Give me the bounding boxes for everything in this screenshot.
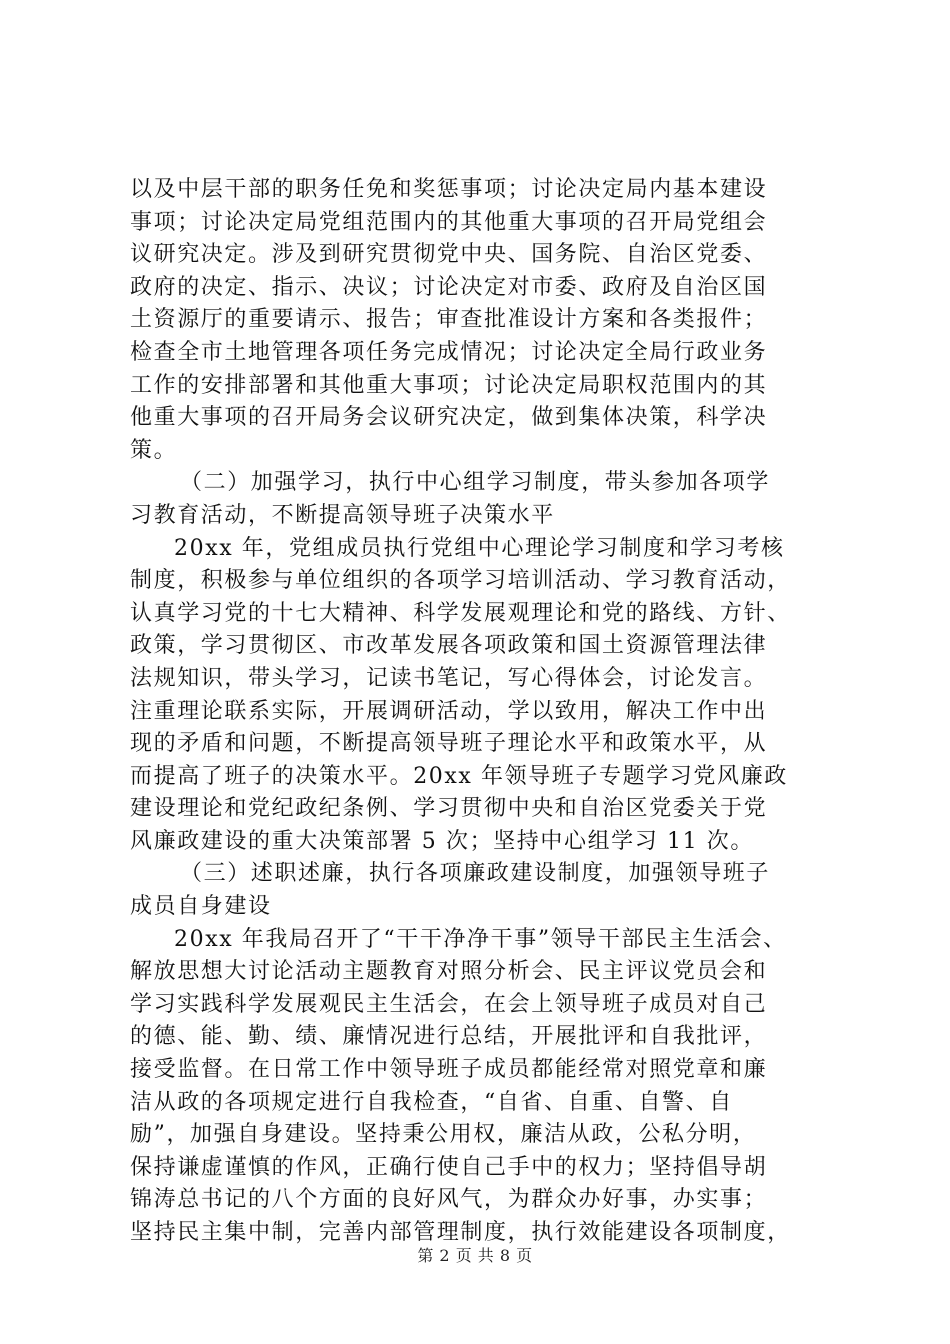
body-line: 的德、能、勤、绩、廉情况进行总结，开展批评和自我批评，	[130, 1024, 768, 1050]
paragraph-start: 20xx 年，党组成员执行党组中心理论学习制度和学习考核	[174, 535, 785, 561]
body-line: 事项；讨论决定局党组范围内的其他重大事项的召开局党组会	[130, 209, 768, 235]
page-number-label: 第 2 页 共 8 页	[417, 1246, 533, 1265]
body-line: 解放思想大讨论活动主题教育对照分析会、民主评议党员会和	[130, 959, 768, 985]
body-line: 检查全市土地管理各项任务完成情况；讨论决定全局行政业务	[130, 339, 768, 365]
body-line: 注重理论联系实际，开展调研活动，学以致用，解决工作中出	[130, 698, 768, 724]
body-line: 现的矛盾和问题，不断提高领导班子理论水平和政策水平，从	[130, 731, 768, 757]
page-footer	[0, 1243, 950, 1266]
body-line: 坚持民主集中制，完善内部管理制度，执行效能建设各项制度，	[130, 1220, 791, 1245]
body-line: 工作的安排部署和其他重大事项；讨论决定局职权范围内的其	[130, 372, 768, 398]
section-heading-3: （三）述职述廉，执行各项廉政建设制度，加强领导班子	[180, 861, 771, 887]
body-line: 锦涛总书记的八个方面的良好风气，为群众办好事，办实事；	[130, 1187, 768, 1213]
body-line: 策。	[130, 437, 178, 463]
section-heading-3-cont: 成员自身建设	[130, 894, 272, 920]
body-line: 议研究决定。涉及到研究贯彻党中央、国务院、自治区党委、	[130, 242, 768, 268]
body-line: 接受监督。在日常工作中领导班子成员都能经常对照党章和廉	[130, 1057, 768, 1083]
paragraph-start: 20xx 年我局召开了“干干净净干事”领导干部民主生活会、	[174, 926, 787, 952]
body-line: 励”，加强自身建设。坚持秉公用权，廉洁从政，公私分明，	[130, 1122, 757, 1148]
section-heading-2-cont: 习教育活动，不断提高领导班子决策水平	[130, 502, 555, 528]
document-body	[130, 174, 835, 1250]
section-heading-2: （二）加强学习，执行中心组学习制度，带头参加各项学	[180, 470, 771, 496]
body-line: 政策，学习贯彻区、市改革发展各项政策和国土资源管理法律	[130, 633, 768, 659]
body-line: 政府的决定、指示、决议；讨论决定对市委、政府及自治区国	[130, 274, 768, 300]
body-line: 学习实践科学发展观民主生活会，在会上领导班子成员对自己	[130, 991, 768, 1017]
body-line: 他重大事项的召开局务会议研究决定，做到集体决策，科学决	[130, 405, 768, 431]
body-line: 认真学习党的十七大精神、科学发展观理论和党的路线、方针、	[130, 600, 791, 626]
body-line: 以及中层干部的职务任免和奖惩事项；讨论决定局内基本建设	[130, 177, 768, 202]
body-line: 风廉政建设的重大决策部署 5 次；坚持中心组学习 11 次。	[130, 828, 754, 854]
body-line: 建设理论和党纪政纪条例、学习贯彻中央和自治区党委关于党	[130, 796, 768, 822]
body-line: 法规知识，带头学习，记读书笔记，写心得体会，讨论发言。	[130, 665, 768, 691]
body-line: 保持谦虚谨慎的作风，正确行使自己手中的权力；坚持倡导胡	[130, 1154, 768, 1180]
body-line: 土资源厅的重要请示、报告；审查批准设计方案和各类报件；	[130, 307, 768, 333]
body-line: 洁从政的各项规定进行自我检查，“自省、自重、自警、自	[130, 1089, 733, 1115]
body-line: 而提高了班子的决策水平。20xx 年领导班子专题学习党风廉政	[130, 763, 788, 789]
body-line: 制度，积极参与单位组织的各项学习培训活动、学习教育活动，	[130, 568, 791, 594]
